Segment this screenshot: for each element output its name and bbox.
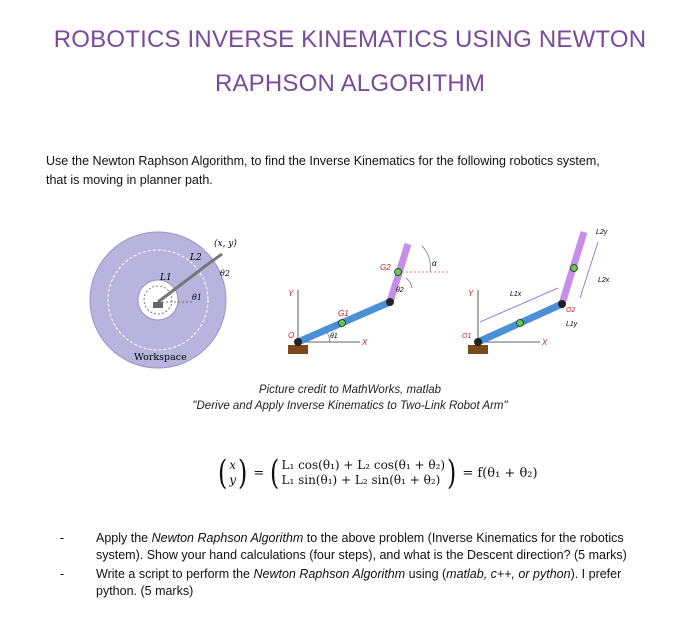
task-1-text-b: Newton Raphson Algorithm [151, 531, 304, 545]
kinematics-equation [216, 453, 538, 493]
intro-paragraph [46, 152, 656, 190]
arm2-o1-label: O1 [462, 333, 472, 340]
equation-rhs-vector [281, 458, 445, 488]
task-2-text-b: Newton Raphson Algorithm [253, 567, 406, 581]
arm2-l1x-label: L1x [510, 291, 522, 298]
workspace-l2-label: L2 [190, 253, 202, 263]
arm2-joint-1 [517, 320, 524, 327]
workspace-l1-label: L1 [160, 273, 172, 283]
arm2-y-label: Y [468, 289, 474, 298]
paren-close-left: ) [238, 453, 248, 493]
arm2-x-label: X [542, 338, 548, 347]
arm1-theta2-arc [406, 278, 412, 288]
bullet-dash: - [60, 567, 65, 581]
task-item-1 [60, 530, 660, 564]
task-2-text-d: matlab, c++, or python [446, 567, 571, 581]
arm-figure-1 [280, 232, 450, 362]
arm1-y-label: Y [288, 289, 294, 298]
credit-line-2: "Derive and Apply Inverse Kinematics to Two-Link Robot Arm" [192, 400, 508, 412]
page-title-line-1: ROBOTICS INVERSE KINEMATICS USING NEWTON [53, 26, 647, 53]
arm2-base [468, 345, 488, 354]
arm2-l1y-label: L1y [566, 321, 578, 328]
arm1-theta1-label: θ1 [330, 333, 338, 340]
equation-lhs-x: x [229, 458, 237, 472]
workspace-theta2-label: θ2 [220, 269, 230, 278]
arm1-o-label: O [288, 331, 295, 340]
paren-open-right: ( [270, 453, 280, 493]
task-1-text-a: Apply the [96, 531, 152, 545]
task-1-text-c: to the above problem (Inverse Kinematics for the robotics system). Show your hand calculations (four steps), and what is the Descent direction? (5 marks) [96, 531, 627, 562]
paren-open-left: ( [217, 453, 228, 493]
arm1-g1-label: G1 [338, 309, 349, 318]
arm1-joint-mid [386, 298, 394, 306]
intro-line-1: Use the Newton Raphson Algorithm, to find the Inverse Kinematics for the following robotics system, [46, 154, 600, 168]
arm1-g2-label: G2 [380, 263, 391, 272]
workspace-figure [80, 220, 240, 370]
arm1-alpha-arc [422, 246, 430, 272]
arm-figure-2 [450, 222, 630, 362]
arm2-l2y-label: L2y [596, 229, 608, 236]
task-2-text-c: using ( [405, 567, 447, 581]
arm1-base-joint [294, 338, 302, 346]
arm1-joint-g1 [339, 320, 346, 327]
arm2-o2-label: O2 [566, 307, 576, 314]
workspace-coord-label: (x, y) [214, 239, 237, 249]
credit-line-1: Picture credit to MathWorks, matlab [258, 384, 442, 396]
workspace-theta1-label: θ1 [192, 293, 202, 302]
workspace-base [153, 302, 163, 308]
arm1-joint-g2 [395, 269, 402, 276]
intro-line-2: that is moving in planner path. [46, 173, 213, 187]
task-item-2 [60, 566, 660, 600]
task-2-text-a: Write a script to perform the [96, 567, 254, 581]
workspace-label: Workspace [134, 352, 187, 363]
paren-close-right: ) [447, 453, 457, 493]
arm1-base [288, 345, 308, 354]
equation-rhs: = f(θ₁ + θ₂) [462, 465, 538, 481]
arm2-l2y-arrow [580, 242, 598, 298]
arm2-base-joint [474, 338, 482, 346]
equation-lhs [229, 458, 236, 488]
equation-row-2: L₁ sin(θ₁) + L₂ sin(θ₁ + θ₂) [281, 473, 441, 487]
task-list [60, 530, 660, 602]
arm2-joint-2 [571, 265, 578, 272]
equation-row-1: L₁ cos(θ₁) + L₂ cos(θ₁ + θ₂) [281, 458, 446, 472]
equation-lhs-y: y [229, 473, 237, 487]
arm2-l2x-label: L2x [598, 277, 610, 284]
bullet-dash: - [60, 531, 65, 545]
arm1-theta2-label: θ2 [396, 287, 404, 294]
page-title-line-2: RAPHSON ALGORITHM [214, 70, 486, 97]
arm2-joint-mid [558, 300, 566, 308]
task-2-text-e: ). I prefer python. (5 marks) [96, 567, 622, 598]
equals-sign: = [253, 465, 265, 481]
arm1-alpha-label: α [432, 259, 437, 268]
arm1-x-label: X [362, 338, 368, 347]
